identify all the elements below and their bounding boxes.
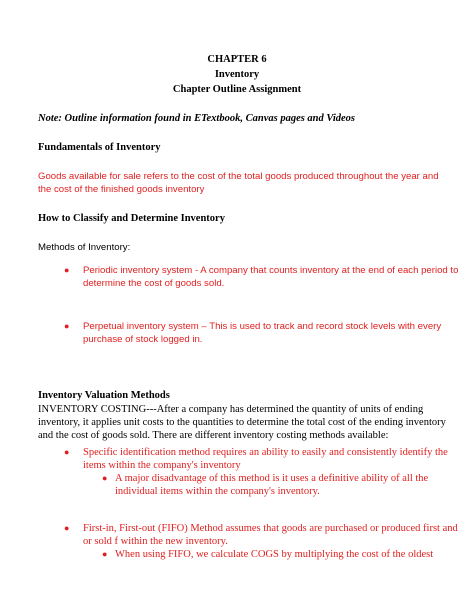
sub-bullet-icon: ● <box>102 549 108 559</box>
fundamentals-line-2: the cost of the finished goods inventory <box>38 184 205 195</box>
methods-label: Methods of Inventory: <box>38 242 131 253</box>
fundamentals-heading: Fundamentals of Inventory <box>38 142 161 153</box>
valuation-heading: Inventory Valuation Methods <box>38 390 170 401</box>
fifo-line-2: or sold f within the new inventory. <box>83 536 228 547</box>
periodic-line-2: determine the cost of goods sold. <box>83 278 225 289</box>
specific-sub-line-2: individual items within the company's inventory. <box>115 486 320 497</box>
fifo-line-1: First-in, First-out (FIFO) Method assumes that goods are purchased or produced first and <box>83 523 458 534</box>
bullet-icon: ● <box>64 265 70 275</box>
classify-heading: How to Classify and Determine Inventory <box>38 213 225 224</box>
sub-bullet-icon: ● <box>102 473 108 483</box>
assignment-title: Chapter Outline Assignment <box>172 84 302 95</box>
periodic-line-1: Periodic inventory system - A company that counts inventory at the end of each period to <box>83 265 459 276</box>
perpetual-line-1: Perpetual inventory system – This is used to track and record stock levels with every <box>83 321 442 332</box>
valuation-intro-line-3: and the cost of goods sold. There are different inventory costing methods available: <box>38 430 389 441</box>
bullet-icon: ● <box>64 447 70 457</box>
perpetual-line-2: purchase of stock logged in. <box>83 334 203 345</box>
bullet-icon: ● <box>64 523 70 533</box>
valuation-intro-line-1: INVENTORY COSTING---After a company has determined the quantity of units of ending <box>38 404 424 415</box>
specific-line-1: Specific identification method requires an ability to easily and consistently identify the <box>83 447 448 458</box>
valuation-intro-line-2: inventory, it applies unit costs to the quantities to determine the total cost of the ending inventory <box>38 417 446 428</box>
chapter-number: CHAPTER 6 <box>207 54 267 65</box>
bullet-icon: ● <box>64 321 70 331</box>
fundamentals-line-1: Goods available for sale refers to the cost of the total goods produced throughout the year and <box>38 171 439 182</box>
note-text: Note: Outline information found in ETextbook, Canvas pages and Videos <box>38 113 355 124</box>
chapter-subject: Inventory <box>214 69 260 80</box>
specific-sub-line-1: A major disadvantage of this method is it uses a definitive ability of all the <box>115 473 429 484</box>
specific-line-2: items within the company's inventory <box>83 460 241 471</box>
fifo-sub-line-1: When using FIFO, we calculate COGS by multiplying the cost of the oldest <box>115 549 434 560</box>
